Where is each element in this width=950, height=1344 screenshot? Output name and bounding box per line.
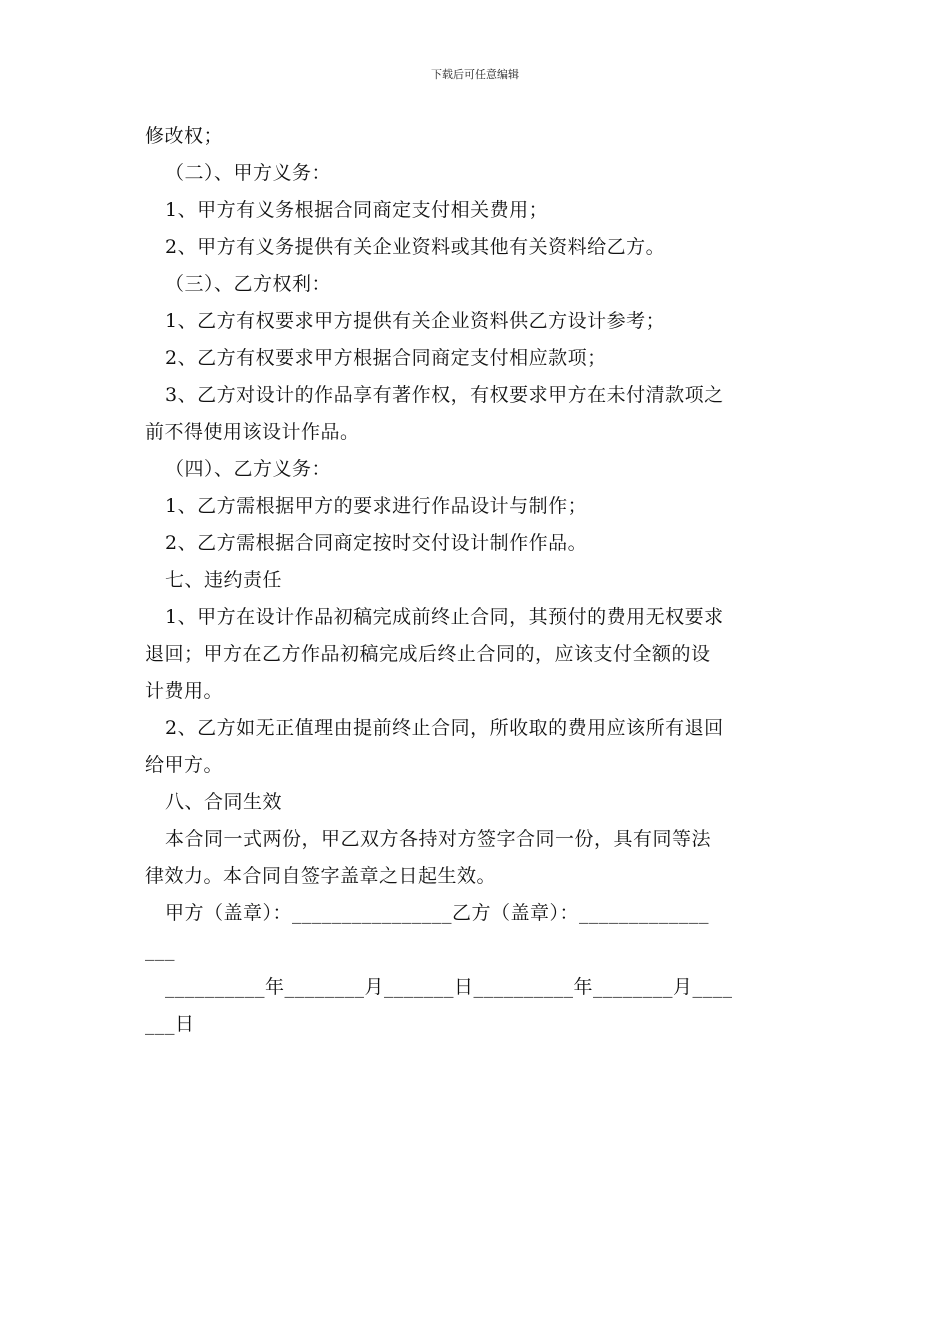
text-line: 2、乙方需根据合同商定按时交付设计制作作品。 xyxy=(165,532,588,554)
text-line: 1、甲方有义务根据合同商定支付相关费用； xyxy=(165,199,549,221)
date-line: __________年________月_______日__________年________月____ xyxy=(165,976,733,998)
text-line: 计费用。 xyxy=(145,680,224,702)
text-line: 退回；甲方在乙方作品初稿完成后终止合同的，应该支付全额的设 xyxy=(145,643,711,665)
document-body xyxy=(145,118,807,1043)
text-line: 2、乙方有权要求甲方根据合同商定支付相应款项； xyxy=(165,347,607,369)
text-line: 1、甲方在设计作品初稿完成前终止合同，其预付的费用无权要求 xyxy=(165,606,724,628)
page-header: 下载后可任意编辑 xyxy=(431,68,519,81)
section-heading: （四）、乙方义务： xyxy=(165,458,332,480)
text-line: 前不得使用该设计作品。 xyxy=(145,421,360,443)
date-line-cont: ___日 xyxy=(145,1013,195,1035)
section-heading: 八、合同生效 xyxy=(165,791,283,813)
section-heading: 七、违约责任 xyxy=(165,569,283,591)
text-line: 给甲方。 xyxy=(145,754,224,776)
text-line: 修改权； xyxy=(145,125,224,147)
section-heading: （三）、乙方权利： xyxy=(165,273,332,295)
signature-line: 甲方（盖章）：________________乙方（盖章）：_____________ xyxy=(165,902,710,924)
text-line: 2、甲方有义务提供有关企业资料或其他有关资料给乙方。 xyxy=(165,236,666,258)
section-heading: （二）、甲方义务： xyxy=(165,162,332,184)
text-line: 3、乙方对设计的作品享有著作权，有权要求甲方在未付清款项之 xyxy=(165,384,724,406)
text-line: 2、乙方如无正值理由提前终止合同，所收取的费用应该所有退回 xyxy=(165,717,724,739)
text-line: 本合同一式两份，甲乙双方各持对方签字合同一份，具有同等法 xyxy=(165,828,712,850)
text-line: 1、乙方有权要求甲方提供有关企业资料供乙方设计参考； xyxy=(165,310,666,332)
text-line: 律效力。本合同自签字盖章之日起生效。 xyxy=(145,865,497,887)
signature-line-cont: ___ xyxy=(145,939,175,961)
text-line: 1、乙方需根据甲方的要求进行作品设计与制作； xyxy=(165,495,588,517)
